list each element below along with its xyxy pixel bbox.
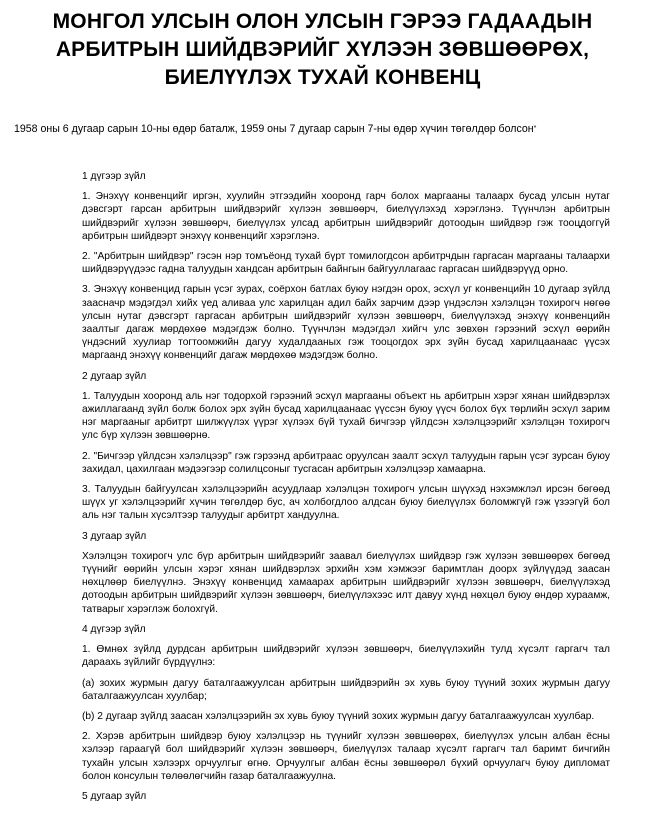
footnote-mark: *: [533, 125, 537, 133]
article-paragraph: 3. Энэхүү конвенцид гарын үсэг зурах, соёрхон батлах буюу нэгдэн орох, эсхүл уг конвенцийн 10 дугаар зүйлд заасначр мэдэгдэл хийх үед аливаа улс харилцан адил байх зарчим дээр үндэслэн хэлэлцэн тохирогч нөгөө улсын нутаг дэвсгэрт гаргасан арбитрын шийдвэрийг хүлээн зөвшөөрч, биелүүлэхэд энэхүү конвенцийн заалтыг дагаж мөрдөхөө мэдэгдэж болно. Түүнчлэн мэдэгдэл хийгч улс зөвхөн гэрээний эсхүл өөрийн үндэсний хуулиар тогтоомжийн дагуу худалдааных гэж тооцогдох эрх зүйн бусад харилцаанаас үүсэх маргаанд энэхүү конвенцийг дагаж мөрдөхөө мэдэгдэж болно.: [82, 284, 610, 362]
article-heading: 4 дүгээр зүйл: [82, 623, 146, 635]
article-paragraph: 2. "Арбитрын шийдвэр" гэсэн нэр томъёонд тухай бүрт томилогдсон арбитрчдын гаргасан маргааны талаархи шийдвэрүүдээс гадна талуудын хандсан арбитрын байнгын байгууллагаас гаргасан шийдвэрүүд орно.: [82, 251, 610, 276]
article-paragraph: Хэлэлцэн тохирогч улс бүр арбитрын шийдвэрийг заавал биелүүлэх шийдвэр гэж хүлээн зөвшөөрөх бөгөөд түүнийг өөрийн улсын хэрэг хянан шийдвэрлэх эрхийн хэм хэмжээг баримтлан доорх зүйлүүдэд заасан нөхцлөөр биелүүлнэ. Энэхүү конвенцид хамаарах арбитрын шийдвэрийг хүлээн зөвшөөрч, биелүүлэхэд дотоодын арбитрын шийдвэрийг хүлээн зөвшөөрч, биелүүлэхээс илт давуу хүнд нөхцөл буюу өндөр хураамж, татварыг хэрэглэж болохгүй.: [82, 550, 610, 615]
article-paragraph: 2. Хэрэв арбитрын шийдвэр буюу хэлэлцээр нь түүнийг хүлээн зөвшөөрөх, биелүүлэх улсын албан ёсны хэлээр гараагүй бол шийдвэрийг хүлээн зөвшөөрч, биелүүлэх талаар хүсэлт гаргагч тал баримт бичгийн тухайн улсын хэлээрх орчуулгыг өгнө. Орчуулгыг албан ёсны зөвшөөрөл бүхий орчуулагч буюу дипломат болон консулын төлөөлөгчийн газар баталгаажуулна.: [82, 731, 610, 782]
article-paragraph: 1. Талуудын хооронд аль нэг тодорхой гэрээний эсхүл маргааны объект нь арбитрын хэрэг хянан шийдвэрлэх ажиллагаанд зүйл болж болох эрх зүйн бусад харилцаанаас үүссэн буюу үүсч болох бүх төрлийн эсхүл зарим нэг маргааныг арбитрт шилжүүлэх үүрэг хүлээх бүй тухай бичгээр үйлдсэн хэлэлцээрийг хэлэлцэн тохирогч улс бүр хүлээн зөвшөөрнө.: [82, 390, 610, 442]
article-paragraph: 1. Өмнөх зүйлд дурдсан арбитрын шийдвэрийг хүлээн зөвшөөрч, биелүүлэхийн тулд хүсэлт гаргагч тал дараахь зүйлийг бүрдүүлнэ:: [82, 644, 610, 669]
article-paragraph: (а) зохих журмын дагуу баталгаажуулсан арбитрын шийдвэрийн эх хувь буюу түүний зохих журмын дагуу баталгаажуулсан хуулбар;: [82, 677, 610, 702]
subtitle-text: 1958 оны 6 дугаар сарын 10-ны өдөр баталж, 1959 оны 7 дугаар сарын 7-ны өдөр хүчин төгөлдөр болсон: [14, 123, 534, 135]
article-paragraph: (b) 2 дугаар зүйлд заасан хэлэлцээрийн эх хувь буюу түүний зохих журмын дагуу баталгаажуулсан хуулбар.: [82, 710, 595, 722]
article-heading: 5 дугаар зүйл: [82, 790, 147, 802]
document-subtitle: [14, 122, 639, 136]
article-paragraph: 3. Талуудын байгуулсан хэлэлцээрийн асуудлаар хэлэлцэн тохирогч улсын шүүхэд нэхэмжлэл ирсэн бөгөөд шүүх уг хэлэлцээрийг хүчин төгөлдөр бус, ач холбогдлоо алдсан буюу биелүүлэх боломжгүй гэж үзээгүй бол аль нэг талын хүсэлтээр талуудыг арбитрт хандуулна.: [82, 484, 610, 522]
article-paragraph: 1. Энэхүү конвенцийг иргэн, хуулийн этгээдийн хооронд гарч болох маргааны талаарх бусад улсын нутаг дэвсгэрт гарсан арбитрын шийдвэрийг хүлээн зөвшөөрч, биелүүлэхэд хэрэглэнэ. Түүнчлэн арбитрын шийдвэрийг хүлээн зөвшөөрч, биелүүлэх улсад арбитрын шийдвэрийг дотоодын шийдвэр гэж тооцдоггүй арбитрын шийдвэрт энэхүү конвенцийг хэрэглэнэ.: [82, 191, 610, 242]
document-title: МОНГОЛ УЛСЫН ОЛОН УЛСЫН ГЭРЭЭ ГАДААДЫН АРБИТРЫН ШИЙДВЭРИЙГ ХҮЛЭЭН ЗӨВШӨӨРӨХ, БИЕЛҮҮЛЭХ ТУХАЙ КОНВЕНЦ: [52, 10, 593, 89]
article-heading: 3 дугаар зүйл: [82, 530, 147, 542]
article-heading: 2 дугаар зүйл: [82, 370, 147, 382]
document-body: [82, 170, 610, 810]
article-heading: 1 дүгээр зүйл: [82, 171, 146, 182]
article-paragraph: 2. "Бичгээр үйлдсэн хэлэлцээр" гэж гэрээнд арбитраас оруулсан заалт эсхүл талуудын гарын үсэг зурсан буюу захидал, цахилгаан мэдээгээр солилцсоныг тусгасан арбитрын хэлэлцээр хамаарна.: [82, 450, 610, 475]
